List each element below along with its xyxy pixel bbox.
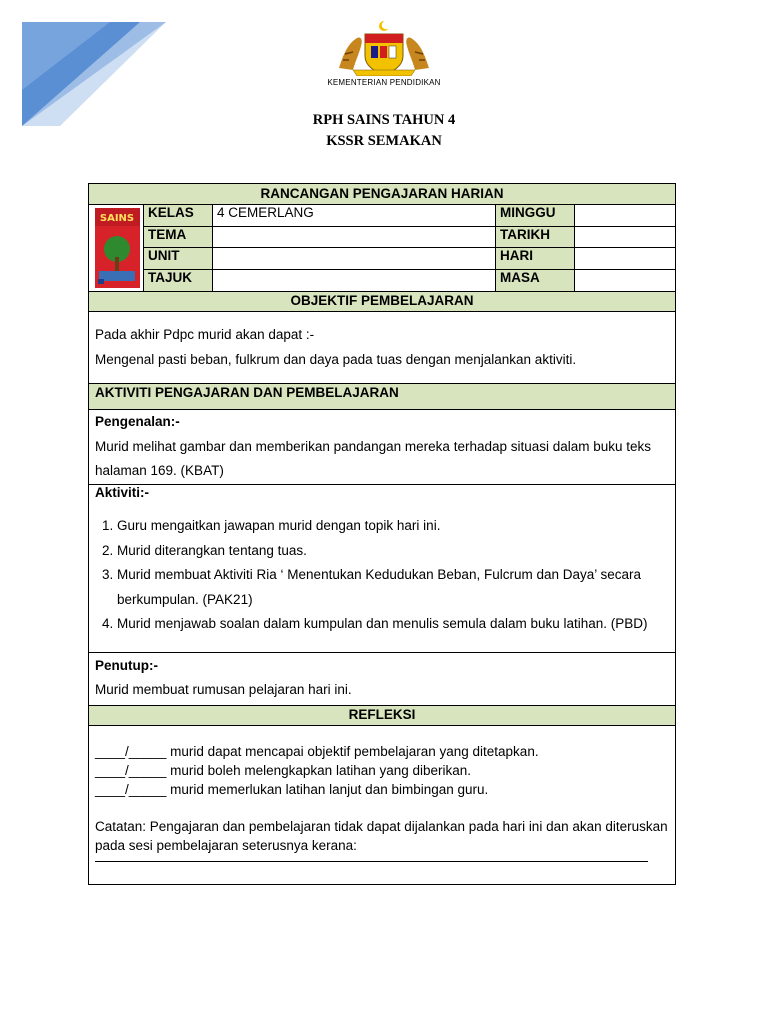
book-cover-image [89, 205, 144, 291]
introduction-section [89, 410, 675, 485]
closing-label: Penutup:- [95, 658, 158, 673]
reflection-blank: ____/_____ [95, 763, 167, 778]
reflection-heading: REFLEKSI [89, 706, 675, 726]
activity-step: 1. Guru mengaitkan jawapan murid dengan topik hari ini. [117, 514, 669, 539]
field-value-minggu [575, 205, 675, 227]
field-value-tajuk [213, 270, 496, 292]
field-value-unit [213, 248, 496, 270]
closing-section [89, 653, 675, 706]
reflection-line: ____/_____ murid dapat mencapai objektif pembelajaran yang ditetapkan. [95, 744, 539, 759]
reflection-note: Catatan: Pengajaran dan pembelajaran tidak dapat dijalankan pada hari ini dan akan diteruskan pada sesi pembelajaran seterusnya kerana: [95, 819, 668, 853]
reflection-line: ____/_____ murid boleh melengkapkan latihan yang diberikan. [95, 763, 472, 778]
activity-section [89, 485, 675, 653]
field-value-tarikh [575, 227, 675, 249]
reflection-section [89, 726, 675, 884]
reflection-line: ____/_____ murid memerlukan latihan lanjut dan bimbingan guru. [95, 782, 489, 797]
field-label-unit: UNIT [144, 248, 213, 270]
field-label-minggu: MINGGU [496, 205, 575, 227]
coat-of-arms-icon [329, 20, 439, 76]
plan-fields-grid [144, 205, 675, 291]
closing-text: Murid membuat rumusan pelajaran hari ini. [95, 682, 352, 697]
objectives-heading: OBJEKTIF PEMBELAJARAN [89, 292, 675, 312]
field-label-kelas: KELAS [144, 205, 213, 227]
page-subtitle: KSSR SEMAKAN [326, 133, 442, 149]
ministry-name: KEMENTERIAN PENDIDIKAN [327, 78, 441, 87]
objectives-section [89, 312, 675, 384]
field-value-masa [575, 270, 675, 292]
field-value-hari [575, 248, 675, 270]
plan-heading: RANCANGAN PENGAJARAN HARIAN [89, 184, 675, 205]
note-answer-line [95, 855, 648, 862]
activity-step: 4. Murid menjawab soalan dalam kumpulan dan menulis semula dalam buku latihan. (PBD) [117, 612, 669, 637]
activity-label: Aktiviti:- [95, 485, 149, 500]
textbook-cover-icon [89, 205, 143, 291]
reflection-blank: ____/_____ [95, 744, 167, 759]
field-label-masa: MASA [496, 270, 575, 292]
reflection-blank: ____/_____ [95, 782, 167, 797]
introduction-text: Murid melihat gambar dan memberikan pandangan mereka terhadap situasi dalam buku teks halaman 169. (KBAT) [95, 438, 652, 478]
objectives-intro: Pada akhir Pdpc murid akan dapat :- [95, 327, 315, 342]
activity-step: 3. Murid membuat Aktiviti Ria ‘ Menentukan Kedudukan Beban, Fulcrum dan Daya’ secara berkumpulan. (PAK21) [117, 563, 669, 612]
field-value-kelas: 4 CEMERLANG [213, 205, 496, 227]
objectives-text: Mengenal pasti beban, fulkrum dan daya pada tuas dengan menjalankan aktiviti. [95, 352, 577, 367]
activity-steps-list [95, 514, 669, 637]
ministry-crest [316, 20, 452, 92]
field-label-tema: TEMA [144, 227, 213, 249]
field-label-tarikh: TARIKH [496, 227, 575, 249]
page-title: RPH SAINS TAHUN 4 [312, 112, 456, 128]
lesson-plan-table [88, 183, 676, 885]
field-label-tajuk: TAJUK [144, 270, 213, 292]
introduction-label: Pengenalan:- [95, 414, 180, 429]
activity-step: 2. Murid diterangkan tentang tuas. [117, 539, 669, 564]
field-label-hari: HARI [496, 248, 575, 270]
activities-heading: AKTIVITI PENGAJARAN DAN PEMBELAJARAN [89, 384, 675, 410]
svg-text:SAINS: SAINS [99, 213, 135, 224]
plan-info-row [89, 205, 675, 292]
field-value-tema [213, 227, 496, 249]
